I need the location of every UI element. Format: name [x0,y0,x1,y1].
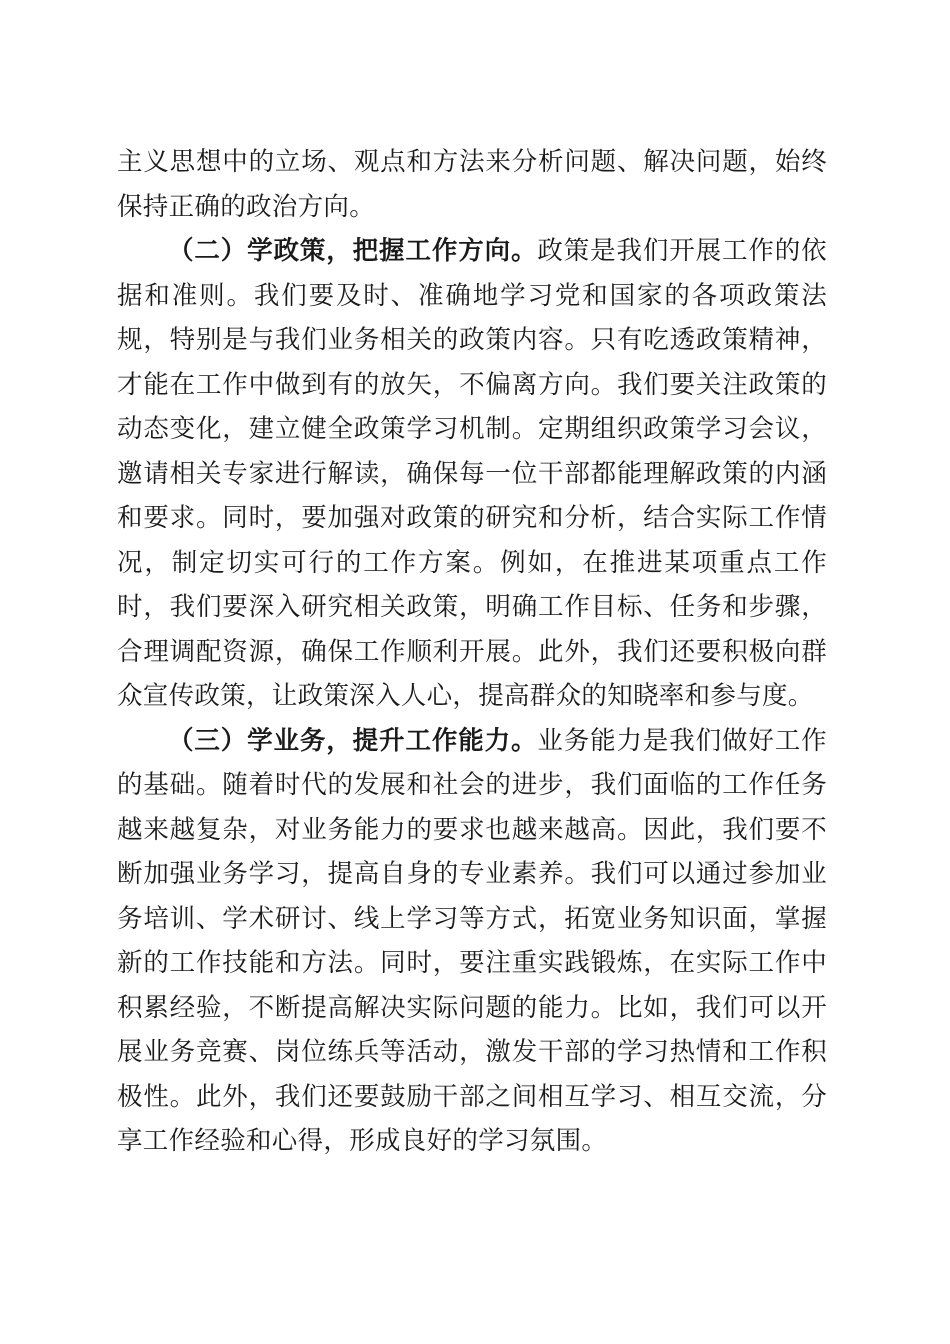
paragraph-text: 业务能力是我们做好工作的基础。随着时代的发展和社会的进步，我们面临的工作任务越来越复杂，对业务能力的要求也越来越高。因此，我们要不断加强业务学习，提高自身的专业素养。我们可以通过参加业务培训、学术研讨、线上学习等方式，拓宽业务知识面，掌握新的工作技能和方法。同时，要注重实践锻炼，在实际工作中积累经验，不断提高解决实际问题的能力。比如，我们可以开展业务竞赛、岗位练兵等活动，激发干部的学习热情和工作积极性。此外，我们还要鼓励干部之间相互学习、相互交流，分享工作经验和心得，形成良好的学习氛围。 [117,725,827,1156]
document-body [117,140,827,1164]
paragraph-text: 政策是我们开展工作的依据和准则。我们要及时、准确地学习党和国家的各项政策法规，特别是与我们业务相关的政策内容。只有吃透政策精神，才能在工作中做到有的放矢，不偏离方向。我们要关注政策的动态变化，建立健全政策学习机制。定期组织政策学习会议，邀请相关专家进行解读，确保每一位干部都能理解政策的内涵和要求。同时，要加强对政策的研究和分析，结合实际工作情况，制定切实可行的工作方案。例如，在推进某项重点工作时，我们要深入研究相关政策，明确工作目标、任务和步骤，合理调配资源，确保工作顺利开展。此外，我们还要积极向群众宣传政策，让政策深入人心，提高群众的知晓率和参与度。 [117,236,827,711]
paragraph-text: 主义思想中的立场、观点和方法来分析问题、解决问题，始终保持正确的政治方向。 [117,147,827,222]
paragraph-study-policy [117,229,827,719]
section-heading-business: （三）学业务，提升工作能力。 [168,725,538,756]
paragraph-study-business [117,719,827,1164]
section-heading-policy: （二）学政策，把握工作方向。 [168,236,538,266]
paragraph-continued [117,140,827,229]
